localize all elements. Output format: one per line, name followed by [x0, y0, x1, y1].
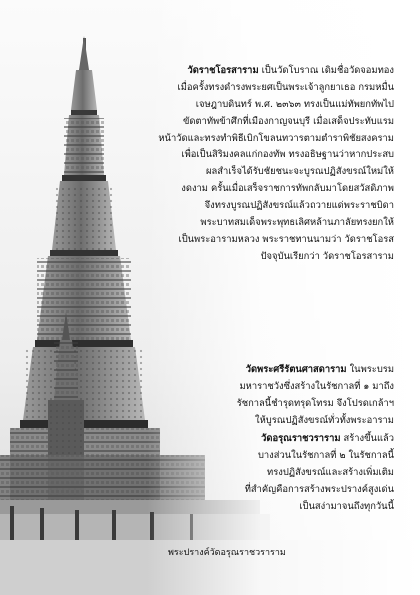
paragraph-line: ที่สำคัญคือการสร้างพระปรางค์สูงเด่น	[244, 483, 394, 495]
paragraph-line: เพื่อเป็นสิริมงคลแก่กองทัพ ทรงอธิษฐานว่าหากประสบ	[181, 149, 394, 161]
paragraph-line: ผลสำเร็จได้รับชัยชนะจะบูรณปฏิสังขรณ์ใหม่ให้	[205, 166, 394, 178]
article-paragraph-2	[237, 362, 394, 430]
paragraph-line: พระบาทสมเด็จพระพุทธเลิศหล้านภาลัยทรงยกให้	[200, 217, 394, 229]
temple-name-bold: วัดอรุณราชวราราม	[261, 433, 341, 444]
paragraph-line: มหาราชวังซึ่งสร้างในรัชกาลที่ ๑ มาถึง	[239, 380, 394, 392]
paragraph-line: หน้าวัดและทรงทำพิธีเบิกโขลนทวารตามตำราพิชัยสงคราม	[158, 132, 394, 144]
paragraph-line: รัชกาลนี้ชำรุดทรุดโทรม จึงโปรดเกล้าฯ	[236, 397, 394, 409]
paragraph-line: ทรงปฏิสังขรณ์และสร้างเพิ่มเติม	[267, 466, 394, 478]
paragraph-line: จึงทรงบูรณปฏิสังขรณ์แล้วถวายแด่พระราชบิดา	[204, 200, 394, 212]
paragraph-line: วัดราชโอรสาราม เป็นวัดโบราณ เดิมชื่อวัดจอมทอง	[187, 65, 394, 76]
paragraph-line: ปัจจุบันเรียกว่า วัดราชโอรสาราม	[260, 250, 394, 262]
paragraph-line: บางส่วนในรัชกาลที่ ๒ ในรัชกาลนี้	[257, 449, 394, 461]
paragraph-line: เมื่อครั้งทรงดำรงพระยศเป็นพระเจ้าลูกยาเธอ กรมหมื่น	[177, 81, 394, 93]
article-paragraph-1	[158, 63, 394, 266]
paragraph-line: วัดพระศรีรัตนศาสดาราม ในพระบรม	[245, 364, 394, 375]
paragraph-line: เป็นพระอารามหลวง พระราชทานนามว่า วัดราชโอรส	[178, 233, 394, 245]
paragraph-line: เป็นสง่ามาจนถึงทุกวันนี้	[299, 500, 394, 512]
temple-name-bold: วัดพระศรีรัตนศาสดาราม	[245, 364, 347, 375]
paragraph-line: เจษฎาบดินทร์ พ.ศ. ๒๓๖๓ ทรงเป็นแม่ทัพยกทัพไป	[195, 98, 394, 110]
article-paragraph-3	[245, 431, 394, 515]
temple-name-bold: วัดราชโอรสาราม	[187, 65, 259, 76]
paragraph-line: งดงาม ครั้นเมื่อเสร็จราชการทัพกลับมาโดยสวัสดิภาพ	[181, 183, 394, 195]
paragraph-line: วัดอรุณราชวราราม สร้างขึ้นแล้ว	[261, 433, 394, 444]
photo-caption: พระปรางค์วัดอรุณราชวราราม	[168, 548, 286, 558]
paragraph-line: ให้บูรณปฏิสังขรณ์ทั่วทั้งพระอาราม	[255, 414, 394, 426]
paragraph-line: ขัดตาทัพข้าศึกที่เมืองกาญจนบุรี เมื่อเสด็จประทับแรม	[182, 115, 394, 127]
